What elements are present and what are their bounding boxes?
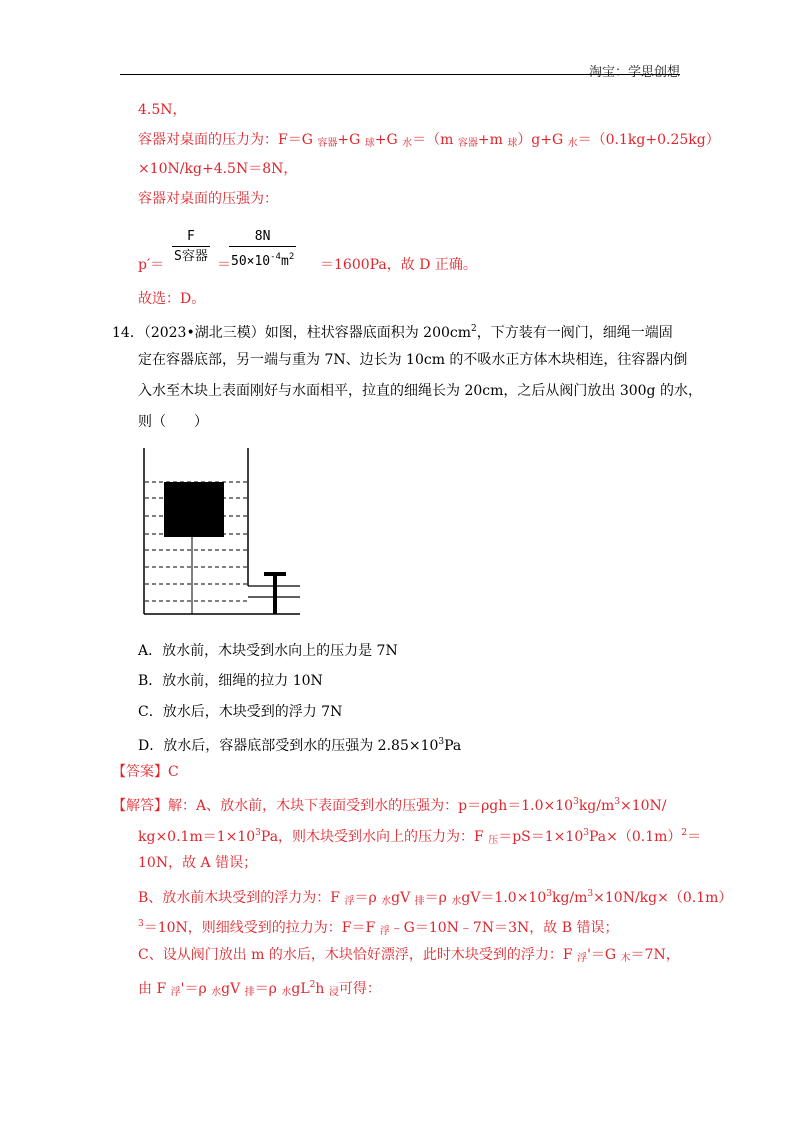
option-c: C．放水后，木块受到的浮力 7N [138, 704, 343, 720]
analysis-line-4: B、放水前木块受到的浮力为：F $_浮$＝ρ $_水$gV $_排$＝ρ $_水gV=1.0\times 10^3kg/m^3\times 10N/kg\times(0.1m)$ [138, 889, 733, 907]
option-a: A．放水前，木块受到水向上的压力是 7N [138, 643, 398, 659]
option-b: B．放水前，细绳的拉力 10N [138, 673, 323, 689]
solution-line-4: 容器对桌面的压强为： [138, 191, 278, 207]
question-line-2: 定在容器底部，另一端与重为 7N、边长为 10cm 的不吸水正方体木块相连，往容器内倒 [138, 352, 688, 368]
formula-equals: ＝ [217, 257, 231, 273]
analysis-line-3: 10N，故 A 错误； [138, 855, 258, 871]
fraction-numerator-8n: 8N [229, 228, 296, 247]
formula-result: ＝1600Pa，故 D 正确。 [320, 257, 477, 273]
formula-p-label: p′＝ [138, 257, 165, 273]
valve-stem [273, 572, 277, 614]
question-line-1: 14．（2023•湖北三模）如图，柱状容器底面积为 $200cm^2$，下方装有一阀门，细绳一端固 [112, 324, 673, 341]
solution-choice: 故选：D。 [138, 291, 206, 307]
analysis-line-2: $kg\times 0.1m=1\times 10^3Pa$，则木块受到水向上的压力为：F $_压=pS=1\times 10^3Pa\times(0.1m)^2=$ [138, 828, 702, 846]
solution-line-1: 4.5N， [138, 102, 187, 118]
header-brand: 淘宝：学思创想 [588, 65, 680, 80]
analysis-line-5: $^3$＝10N，则细线受到的拉力为：F＝F $_浮$﹣G＝10N﹣7N＝3N，故 B 错误； [138, 919, 619, 937]
analysis-line-1: 【解答】解：A、放水前，木块下表面受到水的压强为：$p=\rho gh=1.0\times 10^3kg/m^3\times 10N/$ [112, 797, 667, 814]
analysis-line-7: 由 F $_浮$'＝ρ $_水$gV $_排$＝ρ $_水gL^2h$ $_浸$可得： [138, 980, 381, 998]
wooden-block [164, 482, 224, 537]
fraction-f-over-s [172, 228, 210, 267]
analysis-line-6: C、设从阀门放出 m 的水后，木块恰好漂浮，此时木块受到的浮力：F $_浮$'＝G $_木$＝7N， [138, 947, 680, 964]
fraction-8n-over-area [229, 228, 296, 267]
fraction-numerator: F [172, 228, 210, 247]
container-valve-diagram [140, 446, 302, 616]
question-line-4: 则（ ） [138, 414, 208, 430]
question-line-3: 入水至木块上表面刚好与水面相平，拉直的细绳长为 20cm，之后从阀门放出 300g 的水， [138, 383, 702, 399]
answer-line: 【答案】C [112, 764, 179, 780]
fraction-denominator-area: $50\times 10^{-4}m^2$ [231, 252, 295, 269]
header-divider [120, 74, 680, 75]
solution-line-2: 容器对桌面的压力为：F＝G $_{容器}$+G $_球$+G $_水$＝（m $_{容器}$+m $_球$）g+G $_水$＝（0.1kg+0.25kg） [138, 132, 720, 149]
fraction-denominator: S容器 [174, 249, 208, 264]
option-d: D．放水后，容器底部受到水的压强为 $2.85\times 10^3Pa$ [138, 737, 462, 754]
solution-line-3: ×10N/kg+4.5N＝8N， [138, 161, 298, 177]
